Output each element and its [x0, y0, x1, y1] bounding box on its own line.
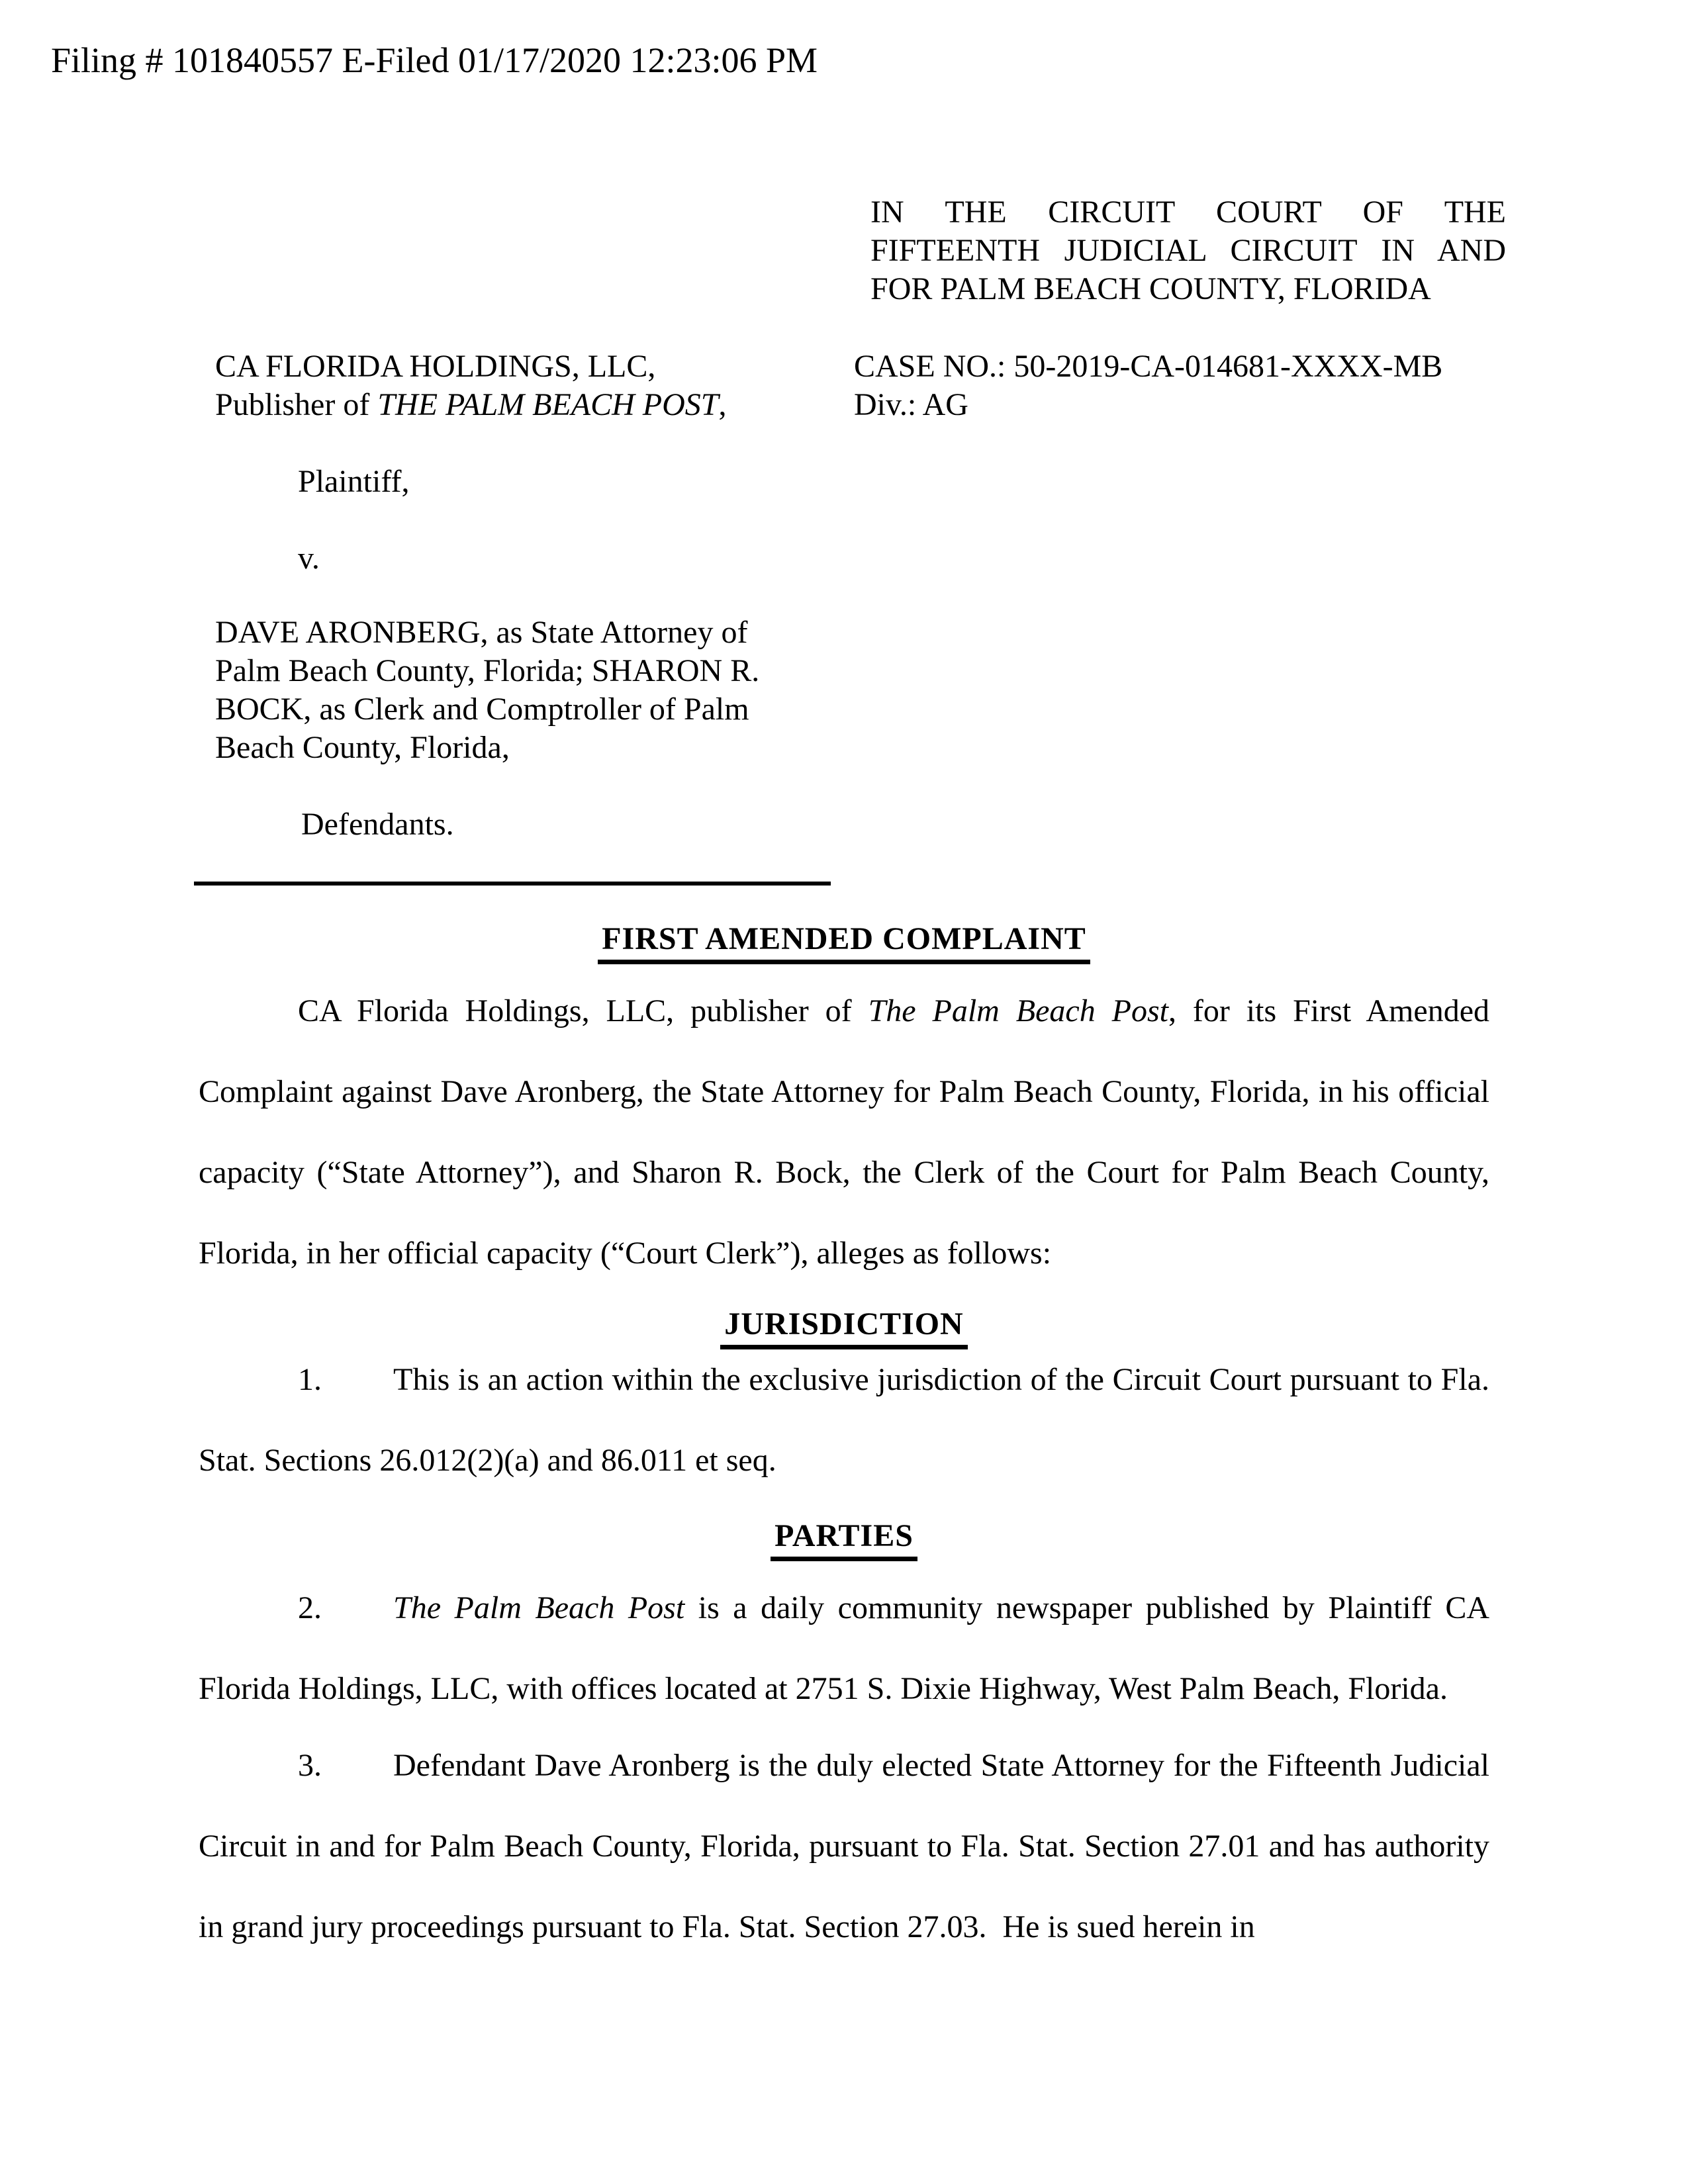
numbered-paragraph-2: [199, 1568, 1489, 1729]
paragraph-text: The Palm Beach Post is a daily community newspaper published by Plaintiff CA Florida Holdings, LLC, with offices located at 2751 S. Dixie Highway, West Palm Beach, Florida.: [199, 1590, 1489, 1706]
plaintiff-caption: [215, 347, 726, 424]
defendant-name-line: DAVE ARONBERG, as State Attorney of: [215, 615, 748, 650]
plaintiff-role-label: Plaintiff,: [298, 464, 410, 499]
defendants-caption: [215, 614, 759, 767]
paragraph-text: This is an action within the exclusive jurisdiction of the Circuit Court pursuant to Fla. Stat. Sections 26.012(2)(a) and 86.011 et seq.: [199, 1362, 1489, 1478]
paragraph-text: Defendant Dave Aronberg is the duly elected State Attorney for the Fifteenth Judicial Circuit in and for Palm Beach County, Florida, pursuant to Fla. Stat. Section 27.01 and has authority in grand jury proceedings pursuant to Fla. Stat. Section 27.03. He is sued herein in: [199, 1748, 1489, 1944]
document-title: [199, 920, 1489, 964]
numbered-paragraph-3: [199, 1725, 1489, 1968]
document-title-text: FIRST AMENDED COMPLAINT: [598, 920, 1090, 964]
division-line: Div.: AG: [854, 387, 968, 422]
parties-heading-text: PARTIES: [771, 1517, 917, 1561]
versus-label: v.: [298, 541, 320, 576]
court-designation-line: FOR PALM BEACH COUNTY, FLORIDA: [870, 271, 1431, 306]
caption-divider-rule: [194, 882, 831, 886]
intro-paragraph: CA Florida Holdings, LLC, publisher of The Palm Beach Post, for its First Amended Complaint against Dave Aronberg, the State Attorney for Palm Beach County, Florida, in his official capacity (“State Attorney”), and Sharon R. Bock, the Clerk of the Court for Palm Beach County, Florida, in her official capacity (“Court Clerk”), alleges as follows:: [199, 993, 1490, 1271]
plaintiff-name-line: CA FLORIDA HOLDINGS, LLC,: [215, 349, 656, 384]
defendant-name-line: Beach County, Florida,: [215, 730, 510, 765]
numbered-paragraph-1: [199, 1340, 1489, 1501]
defendant-name-line: BOCK, as Clerk and Comptroller of Palm: [215, 692, 749, 727]
parties-heading: [199, 1517, 1489, 1561]
defendants-role-label: Defendants.: [301, 807, 454, 842]
case-number-block: [854, 347, 1442, 424]
plaintiff-name-line: Publisher of THE PALM BEACH POST,: [215, 387, 727, 422]
defendant-name-line: Palm Beach County, Florida; SHARON R.: [215, 653, 760, 688]
case-number-line: CASE NO.: 50-2019-CA-014681-XXXX-MB: [854, 349, 1443, 384]
court-designation-block: [870, 193, 1506, 308]
jurisdiction-heading-text: JURISDICTION: [720, 1305, 967, 1349]
efiling-stamp: Filing # 101840557 E-Filed 01/17/2020 12:23:06 PM: [51, 40, 818, 80]
paragraph-number: 3.: [298, 1748, 322, 1783]
court-designation-line: IN THE CIRCUIT COURT OF THE: [870, 195, 1506, 230]
court-designation-line: FIFTEENTH JUDICIAL CIRCUIT IN AND: [870, 233, 1506, 268]
paragraph-number: 1.: [298, 1362, 322, 1397]
paragraph-number: 2.: [298, 1590, 322, 1625]
